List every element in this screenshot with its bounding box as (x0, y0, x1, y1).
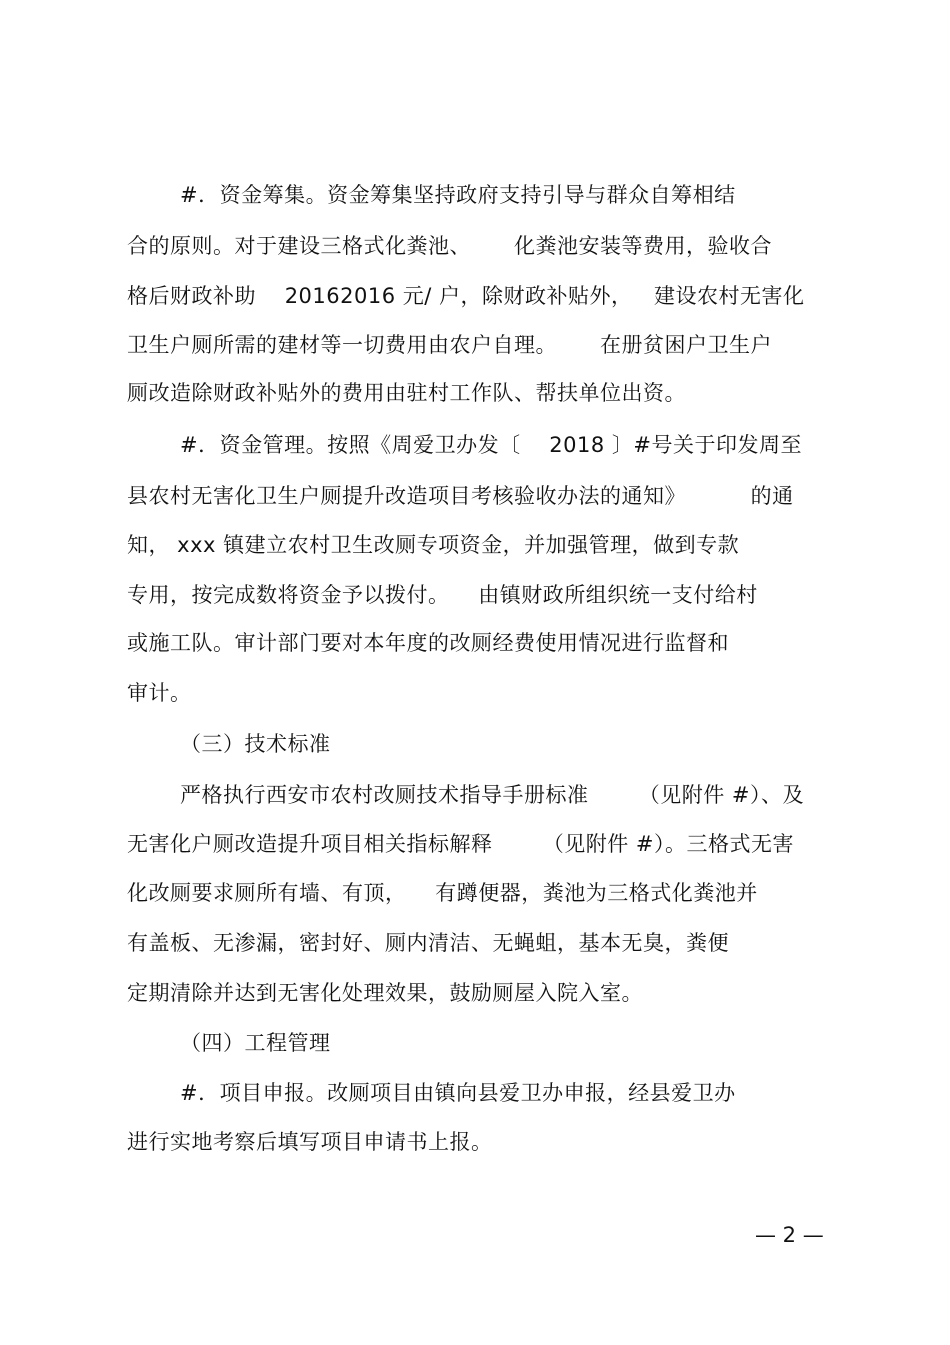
paragraph-line: 卫生户厕所需的建材等一切费用由农户自理。 在册贫困户卫生户 (127, 333, 773, 357)
paragraph-line: 化改厕要求厕所有墙、有顶， 有蹲便器，粪池为三格式化粪池并 (127, 881, 758, 905)
paragraph-line: 县农村无害化卫生户厕提升改造项目考核验收办法的通知》 的通 (127, 484, 794, 508)
paragraph-line: #．资金管理。按照《周爱卫办发〔 2018 〕#号关于印发周至 (180, 433, 803, 457)
paragraph-line: 格后财政补助 20162016 元/ 户，除财政补贴外， 建设农村无害化 (127, 284, 805, 308)
paragraph-line: 知， xxx 镇建立农村卫生改厕专项资金，并加强管理，做到专款 (127, 533, 740, 557)
paragraph-line: 审计。 (127, 681, 192, 705)
page-number: — 2 — (755, 1223, 824, 1247)
paragraph-line: 合的原则。对于建设三格式化粪池、 化粪池安装等费用，验收合 (127, 234, 773, 258)
paragraph-line: 定期清除并达到无害化处理效果，鼓励厕屋入院入室。 (127, 981, 643, 1005)
paragraph-line: 专用，按完成数将资金予以拨付。 由镇财政所组织统一支付给村 (127, 583, 758, 607)
section-heading: （三）技术标准 (180, 732, 331, 756)
paragraph-line: #．资金筹集。资金筹集坚持政府支持引导与群众自筹相结 (180, 183, 736, 207)
paragraph-line: 无害化户厕改造提升项目相关指标解释 （见附件 #）。三格式无害 (127, 832, 794, 856)
paragraph-line: 有盖板、无渗漏，密封好、厕内清洁、无蝇蛆，基本无臭，粪便 (127, 931, 729, 955)
paragraph-line: #．项目申报。改厕项目由镇向县爱卫办申报，经县爱卫办 (180, 1081, 736, 1105)
section-heading: （四）工程管理 (180, 1031, 331, 1055)
paragraph-line: 严格执行西安市农村改厕技术指导手册标准 （见附件 #）、及 (180, 783, 804, 807)
paragraph-line: 进行实地考察后填写项目申请书上报。 (127, 1130, 493, 1154)
paragraph-line: 厕改造除财政补贴外的费用由驻村工作队、帮扶单位出资。 (127, 381, 686, 405)
paragraph-line: 或施工队。审计部门要对本年度的改厕经费使用情况进行监督和 (127, 631, 729, 655)
